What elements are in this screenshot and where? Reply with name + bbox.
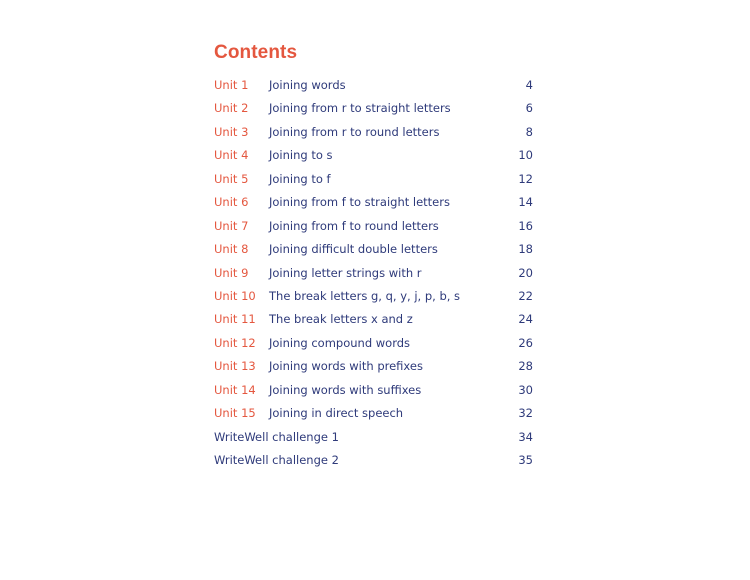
toc-entry-unit-5[interactable] [214, 168, 534, 191]
toc-entry-unit-9[interactable] [214, 262, 534, 285]
page-number: 32 [518, 406, 533, 421]
unit-label: Unit 8 [214, 242, 249, 257]
unit-label: Unit 5 [214, 171, 249, 186]
toc-entry-unit-1[interactable] [214, 74, 534, 97]
page-number: 26 [518, 335, 533, 350]
unit-label: Unit 7 [214, 218, 249, 233]
page-number: 24 [518, 312, 533, 327]
challenge-title: WriteWell challenge 1 [214, 429, 339, 444]
toc-entry-unit-14[interactable] [214, 379, 534, 402]
unit-title: Joining from f to straight letters [269, 195, 450, 210]
page-title: Contents [214, 42, 298, 63]
toc-entry-unit-7[interactable] [214, 215, 534, 238]
unit-label: Unit 9 [214, 265, 249, 280]
toc-entry-unit-4[interactable] [214, 144, 534, 167]
unit-title: The break letters g, q, y, j, p, b, s [269, 288, 461, 303]
unit-title: Joining from r to straight letters [269, 101, 451, 116]
toc-entry-unit-2[interactable] [214, 97, 534, 120]
unit-title: Joining from r to round letters [269, 124, 440, 139]
page-number: 6 [525, 101, 533, 116]
page-number: 12 [518, 171, 533, 186]
unit-label: Unit 10 [214, 288, 256, 303]
unit-label: Unit 11 [214, 312, 256, 327]
page-number: 18 [518, 242, 533, 257]
toc-entry-unit-12[interactable] [214, 332, 534, 355]
unit-title: Joining compound words [269, 335, 411, 350]
unit-title: Joining to f [269, 171, 331, 186]
toc-entry-unit-8[interactable] [214, 238, 534, 261]
unit-label: Unit 1 [214, 78, 249, 92]
page-number: 20 [518, 265, 533, 280]
page-number: 14 [518, 195, 533, 210]
page-number: 30 [518, 382, 533, 397]
unit-title: Joining from f to round letters [269, 218, 439, 233]
unit-title: Joining in direct speech [269, 406, 404, 421]
unit-label: Unit 3 [214, 124, 249, 139]
table-of-contents [214, 74, 534, 472]
toc-entry-unit-10[interactable] [214, 285, 534, 308]
toc-entry-challenge-1[interactable] [214, 426, 534, 449]
page-number: 28 [518, 359, 533, 374]
unit-title: Joining difficult double letters [269, 242, 438, 257]
toc-entry-challenge-2[interactable] [214, 449, 534, 472]
challenge-title: WriteWell challenge 2 [214, 453, 339, 467]
page-number: 34 [518, 429, 533, 444]
unit-title: Joining words with prefixes [269, 359, 423, 374]
unit-label: Unit 14 [214, 382, 256, 397]
toc-entry-unit-3[interactable] [214, 121, 534, 144]
toc-entry-unit-11[interactable] [214, 308, 534, 331]
toc-entry-unit-13[interactable] [214, 355, 534, 378]
toc-entry-unit-6[interactable] [214, 191, 534, 214]
unit-title: The break letters x and z [269, 312, 413, 327]
page-number: 10 [518, 148, 533, 163]
unit-label: Unit 13 [214, 359, 256, 374]
unit-label: Unit 15 [214, 406, 256, 421]
unit-title: Joining words [269, 78, 346, 92]
unit-label: Unit 12 [214, 335, 256, 350]
toc-entry-unit-15[interactable] [214, 402, 534, 425]
page-number: 4 [525, 78, 533, 92]
page-number: 22 [518, 288, 533, 303]
unit-title: Joining letter strings with r [269, 265, 422, 280]
unit-label: Unit 4 [214, 148, 249, 163]
unit-label: Unit 6 [214, 195, 249, 210]
unit-label: Unit 2 [214, 101, 249, 116]
page-number: 16 [518, 218, 533, 233]
page-number: 8 [525, 124, 533, 139]
unit-title: Joining to s [269, 148, 333, 163]
unit-title: Joining words with suffixes [269, 382, 422, 397]
page-number: 35 [518, 453, 533, 467]
